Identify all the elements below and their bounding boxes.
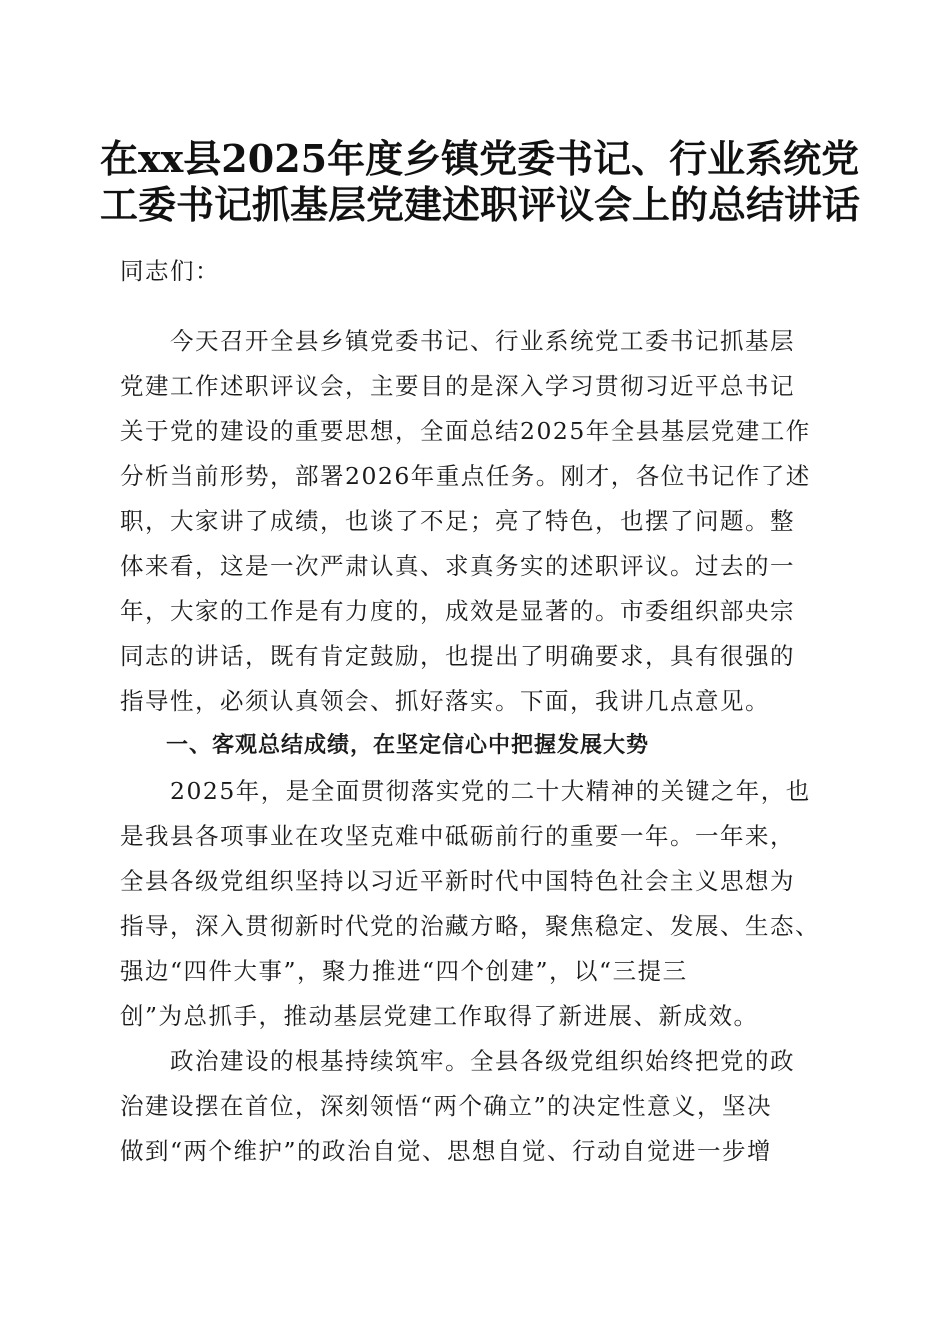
paragraph-line: 职，大家讲了成绩，也谈了不足；亮了特色，也摆了问题。整: [120, 507, 795, 535]
paragraph-line: 是我县各项事业在攻坚克难中砥砺前行的重要一年。一年来，: [120, 822, 795, 850]
paragraph-line: 党建工作述职评议会，主要目的是深入学习贯彻习近平总书记: [120, 372, 795, 400]
paragraph-line: 创”为总抓手，推动基层党建工作取得了新进展、新成效。: [120, 1002, 759, 1030]
salutation: 同志们：: [120, 257, 220, 285]
paragraph-line: 强边“四件大事”，聚力推进“四个创建”，以“三提三: [120, 957, 688, 985]
paragraph-line: 做到“两个维护”的政治自觉、思想自觉、行动自觉进一步增: [120, 1137, 773, 1165]
paragraph-line: 指导，深入贯彻新时代党的治藏方略，聚焦稳定、发展、生态、: [120, 912, 820, 940]
document-title-line-2: 工委书记抓基层党建述职评议会上的总结讲话: [100, 182, 861, 227]
paragraph-line: 体来看，这是一次严肃认真、求真务实的述职评议。过去的一: [120, 552, 795, 580]
document-title-line-1: 在xx县2025年度乡镇党委书记、行业系统党: [100, 136, 860, 181]
paragraph-line: 年，大家的工作是有力度的，成效是显著的。市委组织部央宗: [120, 597, 795, 625]
paragraph-line: 政治建设的根基持续筑牢。全县各级党组织始终把党的政: [120, 1047, 795, 1075]
paragraph-line: 2025年，是全面贯彻落实党的二十大精神的关键之年，也: [120, 777, 811, 805]
paragraph-line: 指导性，必须认真领会、抓好落实。下面，我讲几点意见。: [120, 687, 770, 715]
paragraph-line: 关于党的建设的重要思想，全面总结2025年全县基层党建工作: [120, 417, 811, 445]
paragraph-line: 分析当前形势，部署2026年重点任务。刚才，各位书记作了述: [120, 462, 811, 490]
paragraph-line: 治建设摆在首位，深刻领悟“两个确立”的决定性意义，坚决: [120, 1092, 773, 1120]
paragraph-line: 全县各级党组织坚持以习近平新时代中国特色社会主义思想为: [120, 867, 795, 895]
section-heading: 一、客观总结成绩，在坚定信心中把握发展大势: [120, 733, 650, 758]
paragraph-line: 今天召开全县乡镇党委书记、行业系统党工委书记抓基层: [120, 327, 795, 355]
paragraph-line: 同志的讲话，既有肯定鼓励，也提出了明确要求，具有很强的: [120, 642, 795, 670]
